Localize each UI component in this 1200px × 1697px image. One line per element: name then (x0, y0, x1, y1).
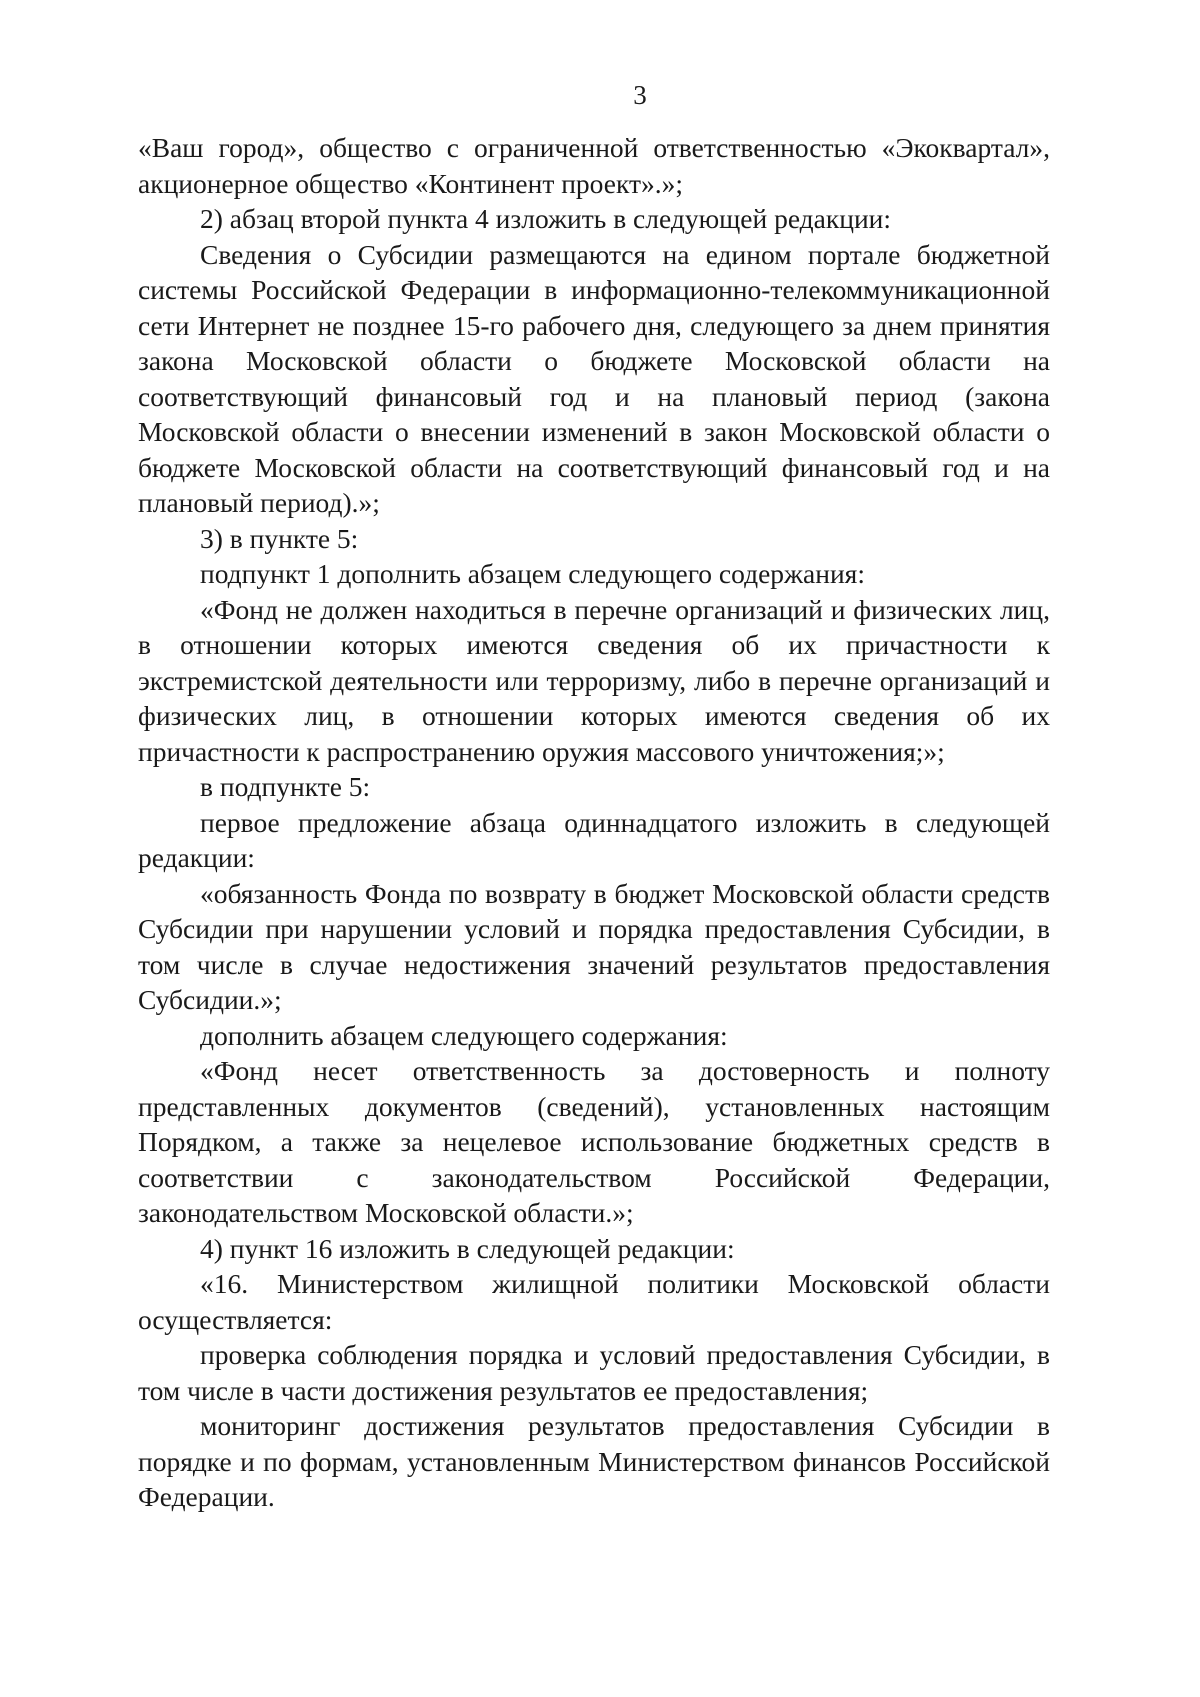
paragraph-point-16: «16. Министерством жилищной политики Московской области осуществляется: (138, 1268, 1050, 1335)
paragraph-subpoint-1: подпункт 1 дополнить абзацем следующего содержания: (200, 558, 865, 589)
page-number: 3 (633, 80, 647, 110)
paragraph-supplement: дополнить абзацем следующего содержания: (200, 1019, 728, 1051)
paragraph-item-3: 3) в пункте 5: (200, 522, 359, 554)
paragraph-compliance-check: проверка соблюдения порядка и условий предоставления Субсидии, в том числе в части достижения результатов ее предоставления; (138, 1339, 1050, 1406)
paragraph-item-4: 4) пункт 16 изложить в следующей редакции: (200, 1232, 735, 1264)
paragraph-monitoring: мониторинг достижения результатов предоставления Субсидии в порядке и по формам, установленным Министерством финансов Российской Федерации. (138, 1410, 1050, 1512)
paragraph-subsidy-info: Сведения о Субсидии размещаются на едином портале бюджетной системы Российской Федерации в информационно-телекоммуникационной сети Интернет не позднее 15-го рабочего дня, следующего за днем принятия закона Московской области о бюджете Московской области на соответствующий финансовый год и на плановый период (закона Московской области о внесении изменений в закон Московской области о бюджете Московской области на соответствующий финансовый год и на плановый период).»; (138, 238, 1050, 518)
paragraph-fund-obligation: «обязанность Фонда по возврату в бюджет Московской области средств Субсидии при нарушении условий и порядка предоставления Субсидии, в том числе в случае недостижения значений результатов предоставления Субсидии.»; (138, 877, 1050, 1015)
paragraph-subpoint-5: в подпункте 5: (200, 771, 371, 802)
paragraph-fund-requirement: «Фонд не должен находиться в перечне организаций и физических лиц, в отношении которых имеются сведения об их причастности к экстремистской деятельности или терроризму, либо в перечне организаций и физических лиц, в отношении которых имеются сведения об их причастности к распространению оружия массового уничтожения;»; (138, 593, 1050, 767)
paragraph-fund-responsibility: «Фонд несет ответственность за достоверность и полноту представленных документов (сведений), установленных настоящим Порядком, а также за нецелевое использование бюджетных средств в соответствии с законодательством Российской Федерации, законодательством Московской области.»; (138, 1055, 1050, 1228)
document-body (138, 130, 1050, 1515)
paragraph-first-sentence: первое предложение абзаца одиннадцатого изложить в следующей редакции: (138, 806, 1050, 873)
paragraph-item-2: 2) абзац второй пункта 4 изложить в следующей редакции: (200, 203, 892, 234)
paragraph-continuation: «Ваш город», общество с ограниченной ответственностью «Экоквартал», акционерное общество «Континент проект».»; (138, 132, 1050, 199)
